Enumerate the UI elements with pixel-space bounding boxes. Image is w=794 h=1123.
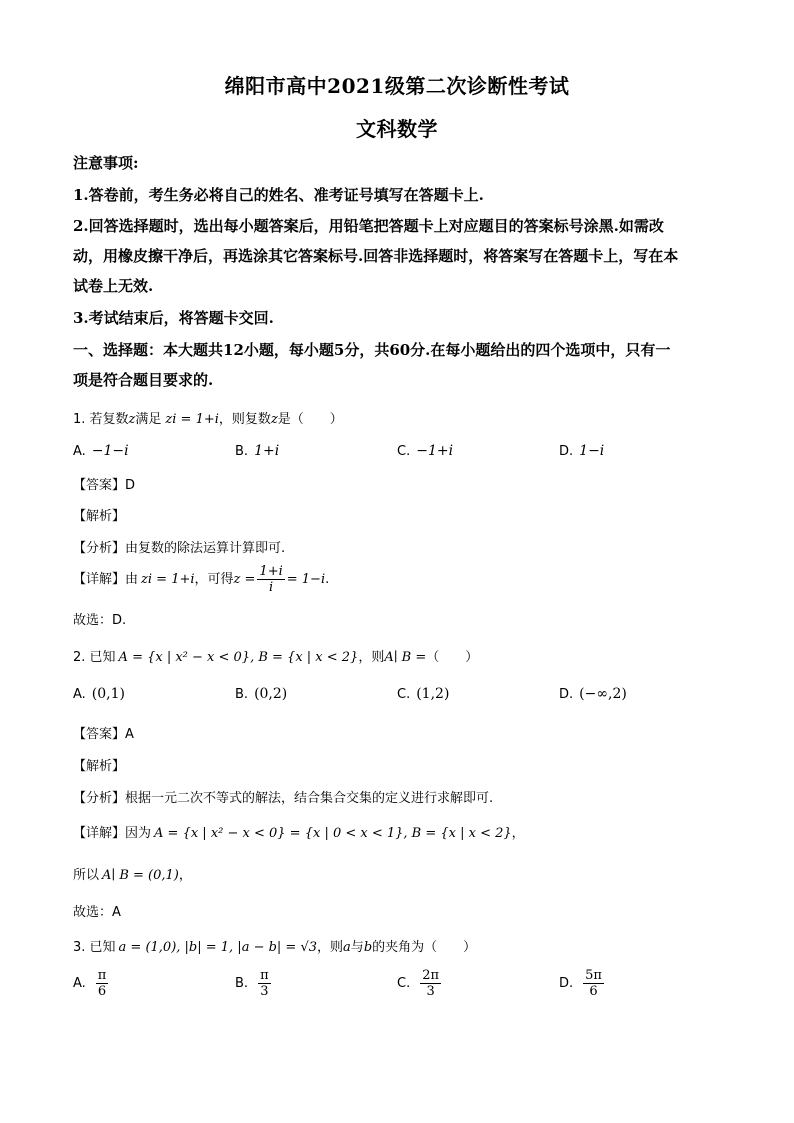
q3-option-c (397, 968, 443, 999)
fraction-numerator: 1+i (259, 564, 283, 579)
option-fraction (258, 968, 271, 999)
answer-value: D (125, 478, 136, 493)
fenxi-tag: 【分析】 (73, 791, 126, 806)
option-value: 1+i (254, 443, 280, 459)
option-label: B. (235, 444, 249, 459)
q3-end: 的夹角为（ ） (372, 940, 477, 955)
q3-vector-b: b (363, 940, 373, 955)
option-value: (0,2) (254, 686, 288, 702)
fraction-denominator: 6 (97, 984, 107, 999)
option-value: −1−i (91, 443, 129, 459)
q1-option-a (73, 443, 129, 459)
q1-detail (73, 564, 723, 595)
notice-item-2-line-2: 动，用橡皮擦干净后，再选涂其它答案标号.回答非选择题时，将答案写在答题卡上，写在本 (73, 247, 679, 265)
detail-tag: 【详解】 (73, 572, 126, 587)
q3-prefix: 3. 已知 (73, 940, 116, 955)
section-heading-line-2: 项是符合题目要求的. (73, 371, 214, 389)
notice-heading: 注意事项: (73, 154, 139, 172)
notice-item-3: 3.考试结束后，将答题卡交回. (73, 309, 274, 327)
fraction-numerator: π (260, 968, 269, 983)
fraction-numerator: 2π (422, 968, 440, 983)
answer-tag: 【答案】 (73, 478, 126, 493)
q3-vector-a: a (343, 940, 351, 955)
q1-condition: zi = 1+i (165, 412, 219, 427)
q3-option-d (559, 968, 606, 999)
option-value: (1,2) (416, 686, 450, 702)
notice-item-2-line-3: 试卷上无效. (73, 277, 154, 295)
q1-var: z (128, 412, 136, 427)
q1-end: 是（ ） (277, 412, 343, 427)
answer-tag: 【答案】 (73, 727, 126, 742)
q2-answer (73, 723, 723, 742)
q2-option-c (397, 686, 449, 702)
option-label: C. (397, 976, 411, 991)
option-label: D. (559, 976, 574, 991)
option-value: 1−i (579, 443, 605, 459)
option-label: C. (397, 444, 411, 459)
q3-option-a (73, 968, 110, 999)
q2-expression: A∣ B = (384, 650, 427, 665)
detail-z: z = (233, 572, 256, 587)
exam-subtitle: 文科数学 (356, 117, 438, 141)
option-label: A. (73, 976, 86, 991)
detail-pre: 由 (125, 572, 139, 587)
option-label: C. (397, 687, 411, 702)
q1-option-b (235, 443, 279, 459)
q2-suffix: ，则 (358, 650, 385, 665)
q2-prefix: 2. 已知 (73, 650, 116, 665)
detail-equation: zi = 1+i (141, 572, 195, 587)
so-end: ， (178, 868, 192, 883)
detail-tag: 【详解】 (73, 826, 126, 841)
notice-item-1: 1.答卷前，考生务必将自己的姓名、准考证号填写在答题卡上. (73, 186, 484, 204)
q1-suffix: ，则复数 (218, 412, 271, 427)
q1-option-d (559, 443, 604, 459)
fraction-numerator: 5π (585, 968, 602, 983)
option-fraction (583, 968, 604, 999)
notice-item-2-line-1: 2.回答选择题时，选出每小题答案后，用铅笔把答题卡上对应题目的答案标号涂黑.如需改 (73, 217, 664, 235)
fraction-numerator: π (97, 968, 107, 983)
fenxi-text: 根据一元二次不等式的解法，结合集合交集的定义进行求解即可. (125, 791, 494, 806)
q1-prefix: 1. 若复数 (73, 412, 129, 427)
option-value: (−∞,2) (579, 686, 627, 702)
option-label: D. (559, 444, 574, 459)
question-2-stem (73, 646, 723, 665)
so-pre: 所以 (73, 868, 100, 883)
q1-var2: z (270, 412, 278, 427)
detail-end: ， (511, 826, 525, 841)
section-heading-line-1: 一、选择题：本大题共12小题，每小题5分，共60分.在每小题给出的四个选项中，只有一 (73, 341, 671, 359)
q1-analysis-tag: 【解析】 (73, 509, 126, 524)
q1-answer (73, 474, 723, 493)
q1-fenxi (73, 537, 723, 556)
q3-and: 与 (350, 940, 364, 955)
q1-mid: 满足 (135, 412, 162, 427)
q3-option-b (235, 968, 273, 999)
option-value: (0,1) (91, 686, 125, 702)
option-label: D. (559, 687, 574, 702)
fenxi-text: 由复数的除法运算计算即可. (125, 541, 286, 556)
option-label: A. (73, 444, 86, 459)
option-fraction (420, 968, 441, 999)
option-fraction (96, 968, 109, 999)
option-label: B. (235, 976, 249, 991)
q2-so (73, 864, 723, 883)
detail-equation: A = {x | x² − x < 0} = {x | 0 < x < 1}, B = {x | x < 2} (154, 826, 512, 841)
fraction-denominator: i (269, 580, 274, 595)
q3-condition: a = (1,0), |b| = 1, |a − b| = √3 (118, 940, 318, 955)
q1-option-c (397, 443, 453, 459)
q3-suffix: ，则 (317, 940, 344, 955)
q2-choose: 故选：A (73, 905, 121, 920)
fraction-denominator: 3 (260, 984, 269, 999)
q2-option-b (235, 686, 287, 702)
fraction-denominator: 6 (589, 984, 598, 999)
detail-fraction (257, 564, 284, 595)
q2-fenxi (73, 787, 723, 806)
fenxi-tag: 【分析】 (73, 541, 126, 556)
detail-result: = 1−i (286, 572, 326, 587)
question-3-stem (73, 936, 723, 955)
q2-option-a (73, 686, 125, 702)
option-value: −1+i (416, 443, 454, 459)
answer-value: A (125, 727, 134, 742)
exam-title: 绵阳市高中2021级第二次诊断性考试 (224, 74, 570, 98)
detail-pre: 因为 (125, 826, 152, 841)
detail-mid: ，可得 (194, 572, 234, 587)
q2-set-b: , B = {x | x < 2} (250, 650, 359, 665)
q2-end: （ ） (426, 650, 479, 665)
option-label: B. (235, 687, 249, 702)
q1-choose: 故选：D. (73, 613, 127, 628)
q2-detail (73, 822, 723, 841)
option-label: A. (73, 687, 86, 702)
fraction-denominator: 3 (426, 984, 435, 999)
q2-set-a: A = {x | x² − x < 0} (118, 650, 251, 665)
q2-option-d (559, 686, 627, 702)
question-1-stem (73, 408, 723, 427)
q2-analysis-tag: 【解析】 (73, 759, 126, 774)
detail-end: . (325, 572, 330, 587)
so-equation: A∣ B = (0,1) (102, 868, 179, 883)
